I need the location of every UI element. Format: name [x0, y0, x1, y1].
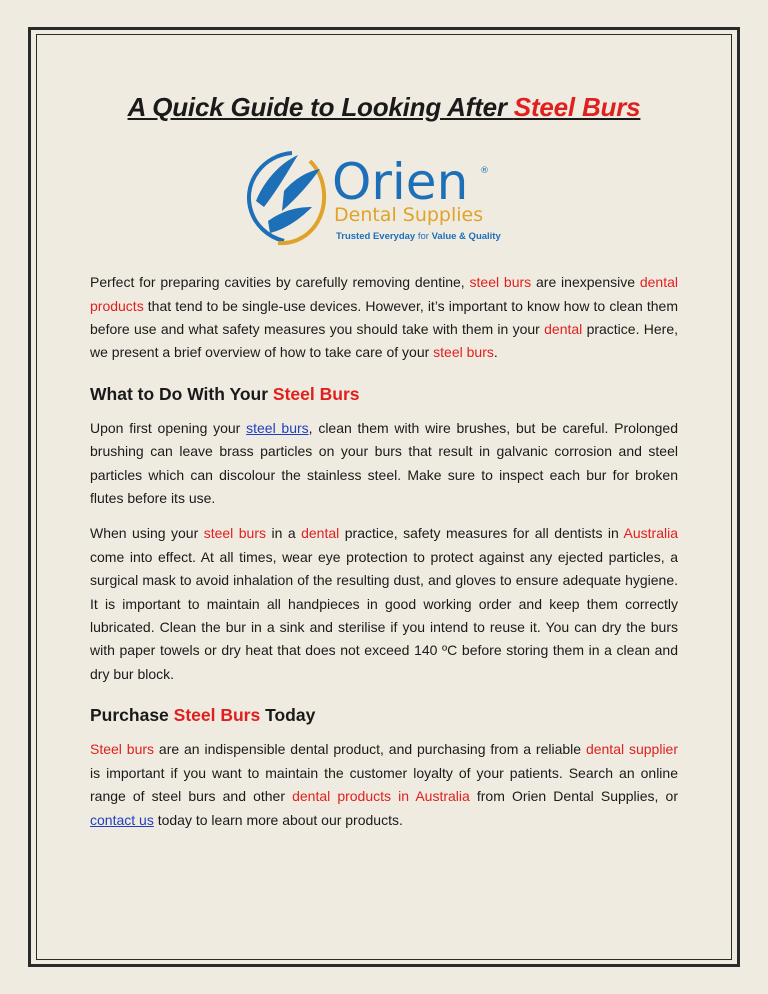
contact-us-link[interactable]: contact us — [90, 811, 154, 828]
section-heading-purchase: Purchase Steel Burs Today — [90, 705, 316, 726]
section-heading-what-to-do: What to Do With Your Steel Burs — [90, 383, 360, 404]
keyword-steel-burs: steel burs — [203, 525, 266, 542]
title-accent: Steel Burs — [513, 92, 641, 122]
keyword-dental-supplier: dental supplier — [585, 741, 679, 758]
title-text: A Quick Guide to Looking After — [127, 92, 514, 122]
keyword-steel-burs: Steel burs — [90, 741, 155, 758]
document-title — [90, 92, 678, 123]
steel-burs-link[interactable]: steel burs — [246, 419, 309, 436]
keyword-steel-burs: steel burs — [469, 274, 532, 291]
keyword-dental-products-australia: dental products in Australia — [292, 788, 470, 805]
orien-logo — [234, 141, 534, 251]
registered-mark: ® — [480, 166, 489, 177]
logo-wordmark: Orien — [332, 153, 469, 212]
keyword-dental: dental — [301, 525, 340, 542]
orien-emblem-icon — [249, 153, 324, 243]
section2-paragraph: Steel burs are an indispensible dental product, and purchasing from a reliable dental supplier is important if you want to maintain the customer loyalty of your patients. Search an online range of steel burs and other dental products in Australia from Orien Dental Supplies, or contact us today to learn more about our products. — [90, 741, 679, 828]
logo-subtitle: Dental Supplies — [334, 204, 484, 227]
keyword-australia: Australia — [623, 525, 678, 542]
intro-paragraph: Perfect for preparing cavities by carefully removing dentine, steel burs are inexpensive dental products that tend to be single-use devices. However, it’s important to know how to clean them before use and what safety measures you should take with them in your dental practice. Here, we present a brief overview of how to take care of your steel burs. — [90, 274, 678, 361]
keyword-steel-burs: steel burs — [433, 344, 494, 361]
section1-paragraph-2: When using your steel burs in a dental practice, safety measures for all dentists in Australia come into effect. At all times, wear eye protection to protect against any ejected particles, a surgical mask to avoid inhalation of the resulting dust, and gloves to ensure adequate hygiene. It is important to maintain all handpieces in good working order and keep them correctly lubricated. Clean the bur in a sink and sterilise if you intend to reuse it. You can dry the burs with paper towels or dry heat that does not exceed 140 ºC before storing them in a clean and dry bur block. — [90, 525, 678, 682]
keyword-dental-products: dental products — [90, 274, 678, 314]
section1-paragraph-1: Upon first opening your steel burs, clean them with wire brushes, but be careful. Prolonged brushing can leave brass particles on your burs that result in galvanic corrosion and steel particles which can discolour the stainless steel. Make sure to inspect each bur for broken flutes before its use. — [90, 419, 678, 507]
logo-tagline: Trusted Everyday for Value & Quality — [336, 231, 501, 243]
document-body — [90, 92, 678, 832]
keyword-dental: dental — [544, 321, 583, 337]
